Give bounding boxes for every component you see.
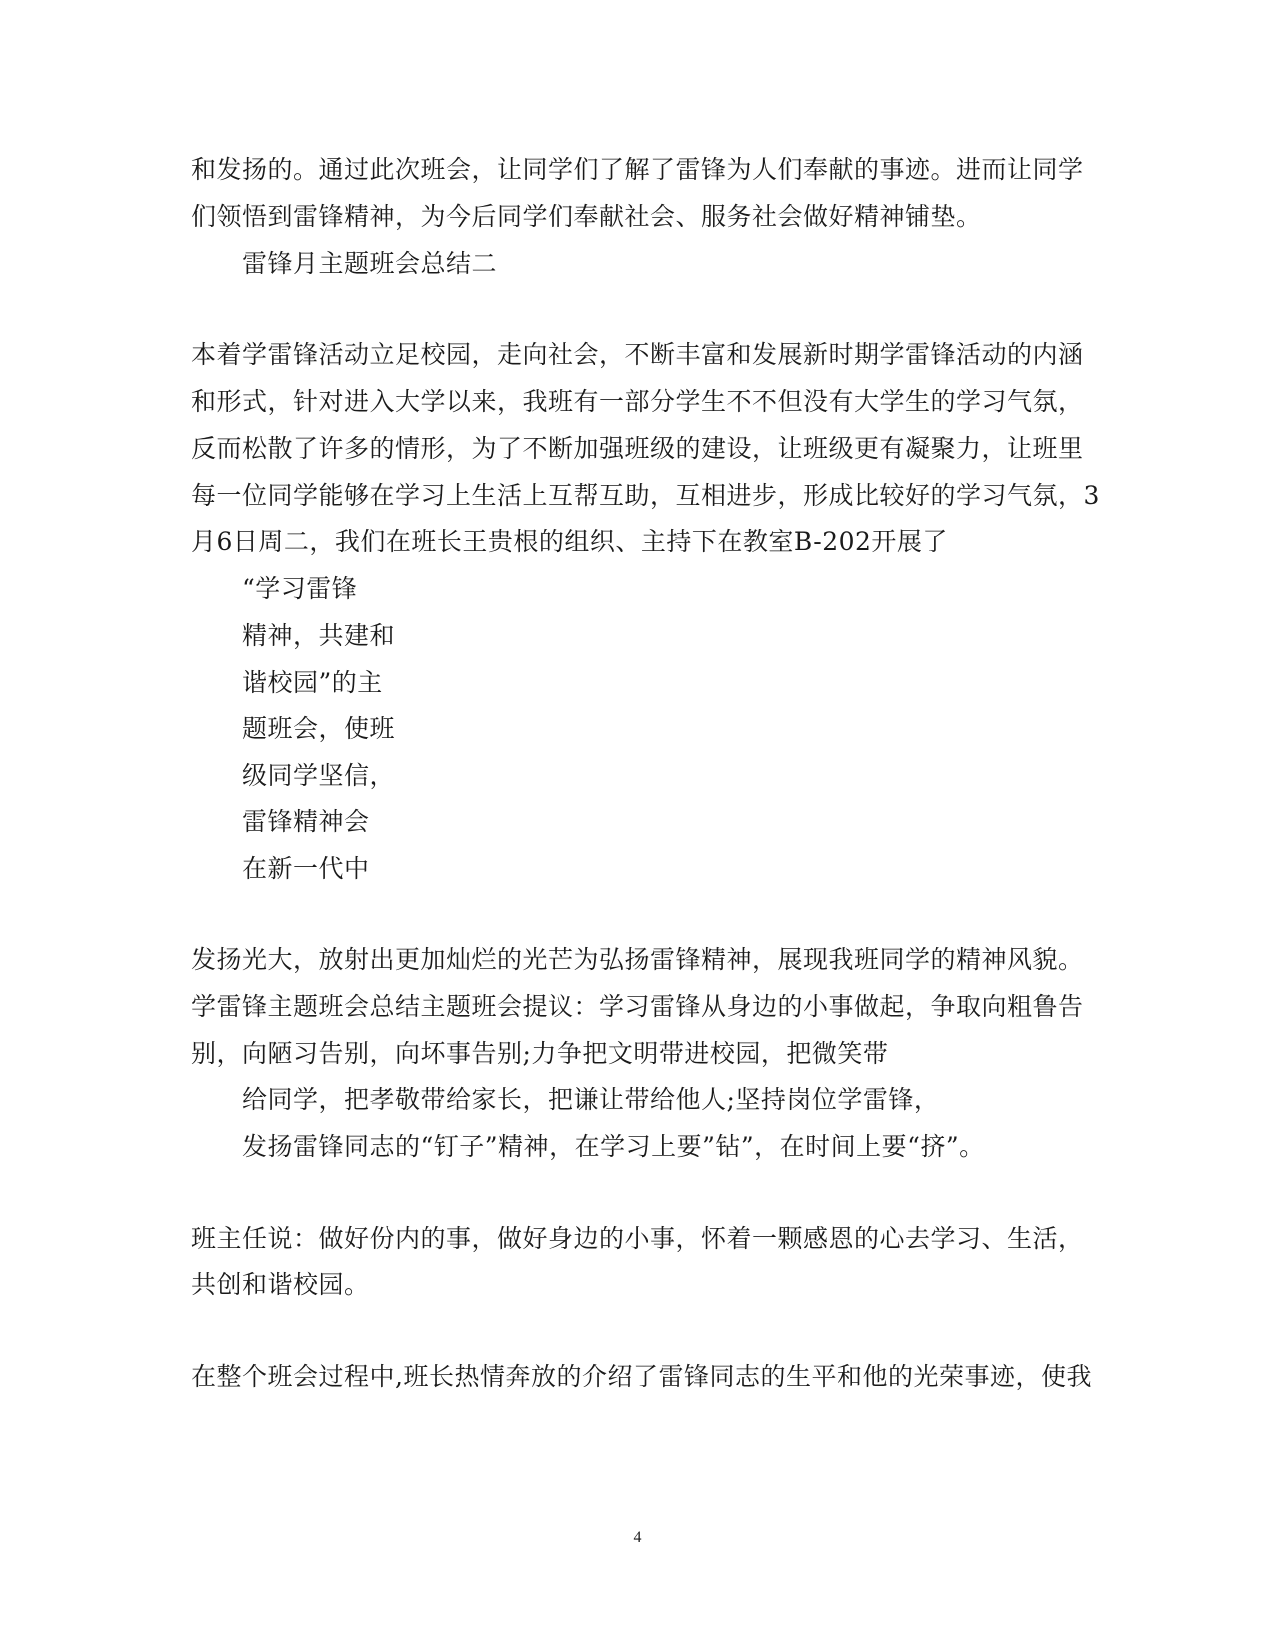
narrow-text-line: 在新一代中 [242,854,370,883]
body-text-line: 别，向陋习告别，向坏事告别;力争把文明带进校园，把微笑带 [191,1039,889,1068]
body-text-line: 发扬雷锋同志的“钉子”精神，在学习上要”钻”，在时间上要“挤”。 [242,1132,985,1161]
body-text-line: 班主任说：做好份内的事，做好身边的小事，怀着一颗感恩的心去学习、生活， [191,1224,1084,1253]
body-text-line: 每一位同学能够在学习上生活上互帮互助，互相进步，形成比较好的学习气氛，3 [191,481,1100,510]
body-text-line: 学雷锋主题班会总结主题班会提议：学习雷锋从身边的小事做起，争取向粗鲁告 [191,992,1084,1021]
narrow-text-line: 题班会，使班 [242,714,396,743]
body-text-line: 本着学雷锋活动立足校园，走向社会，不断丰富和发展新时期学雷锋活动的内涵 [191,340,1084,369]
body-text-line: 和形式，针对进入大学以来，我班有一部分学生不不但没有大学生的学习气氛， [191,387,1084,416]
page-number: 4 [633,1529,642,1546]
narrow-text-line: 谐校园”的主 [242,668,383,697]
body-text-line: 和发扬的。通过此次班会，让同学们了解了雷锋为人们奉献的事迹。进而让同学 [191,155,1084,184]
body-text-line: 在整个班会过程中,班长热情奔放的介绍了雷锋同志的生平和他的光荣事迹，使我 [191,1362,1092,1391]
body-text-line: 共创和谐校园。 [191,1270,370,1299]
narrow-text-line: 精神，共建和 [242,621,396,650]
body-text-line: 们领悟到雷锋精神，为今后同学们奉献社会、服务社会做好精神铺垫。 [191,202,982,231]
body-text-line: 发扬光大，放射出更加灿烂的光芒为弘扬雷锋精神，展现我班同学的精神风貌。 [191,945,1084,974]
body-text-line: 月6日周二，我们在班长王贵根的组织、主持下在教室B-202开展了 [191,527,948,556]
narrow-text-line: 雷锋精神会 [242,807,370,836]
narrow-text-line: 级同学坚信， [242,761,396,790]
section-heading: 雷锋月主题班会总结二 [242,249,498,278]
narrow-text-line: “学习雷锋 [242,574,358,603]
body-text-line: 给同学，把孝敬带给家长，把谦让带给他人;坚持岗位学雷锋， [242,1085,940,1114]
body-text-line: 反而松散了许多的情形，为了不断加强班级的建设，让班级更有凝聚力，让班里 [191,434,1084,463]
